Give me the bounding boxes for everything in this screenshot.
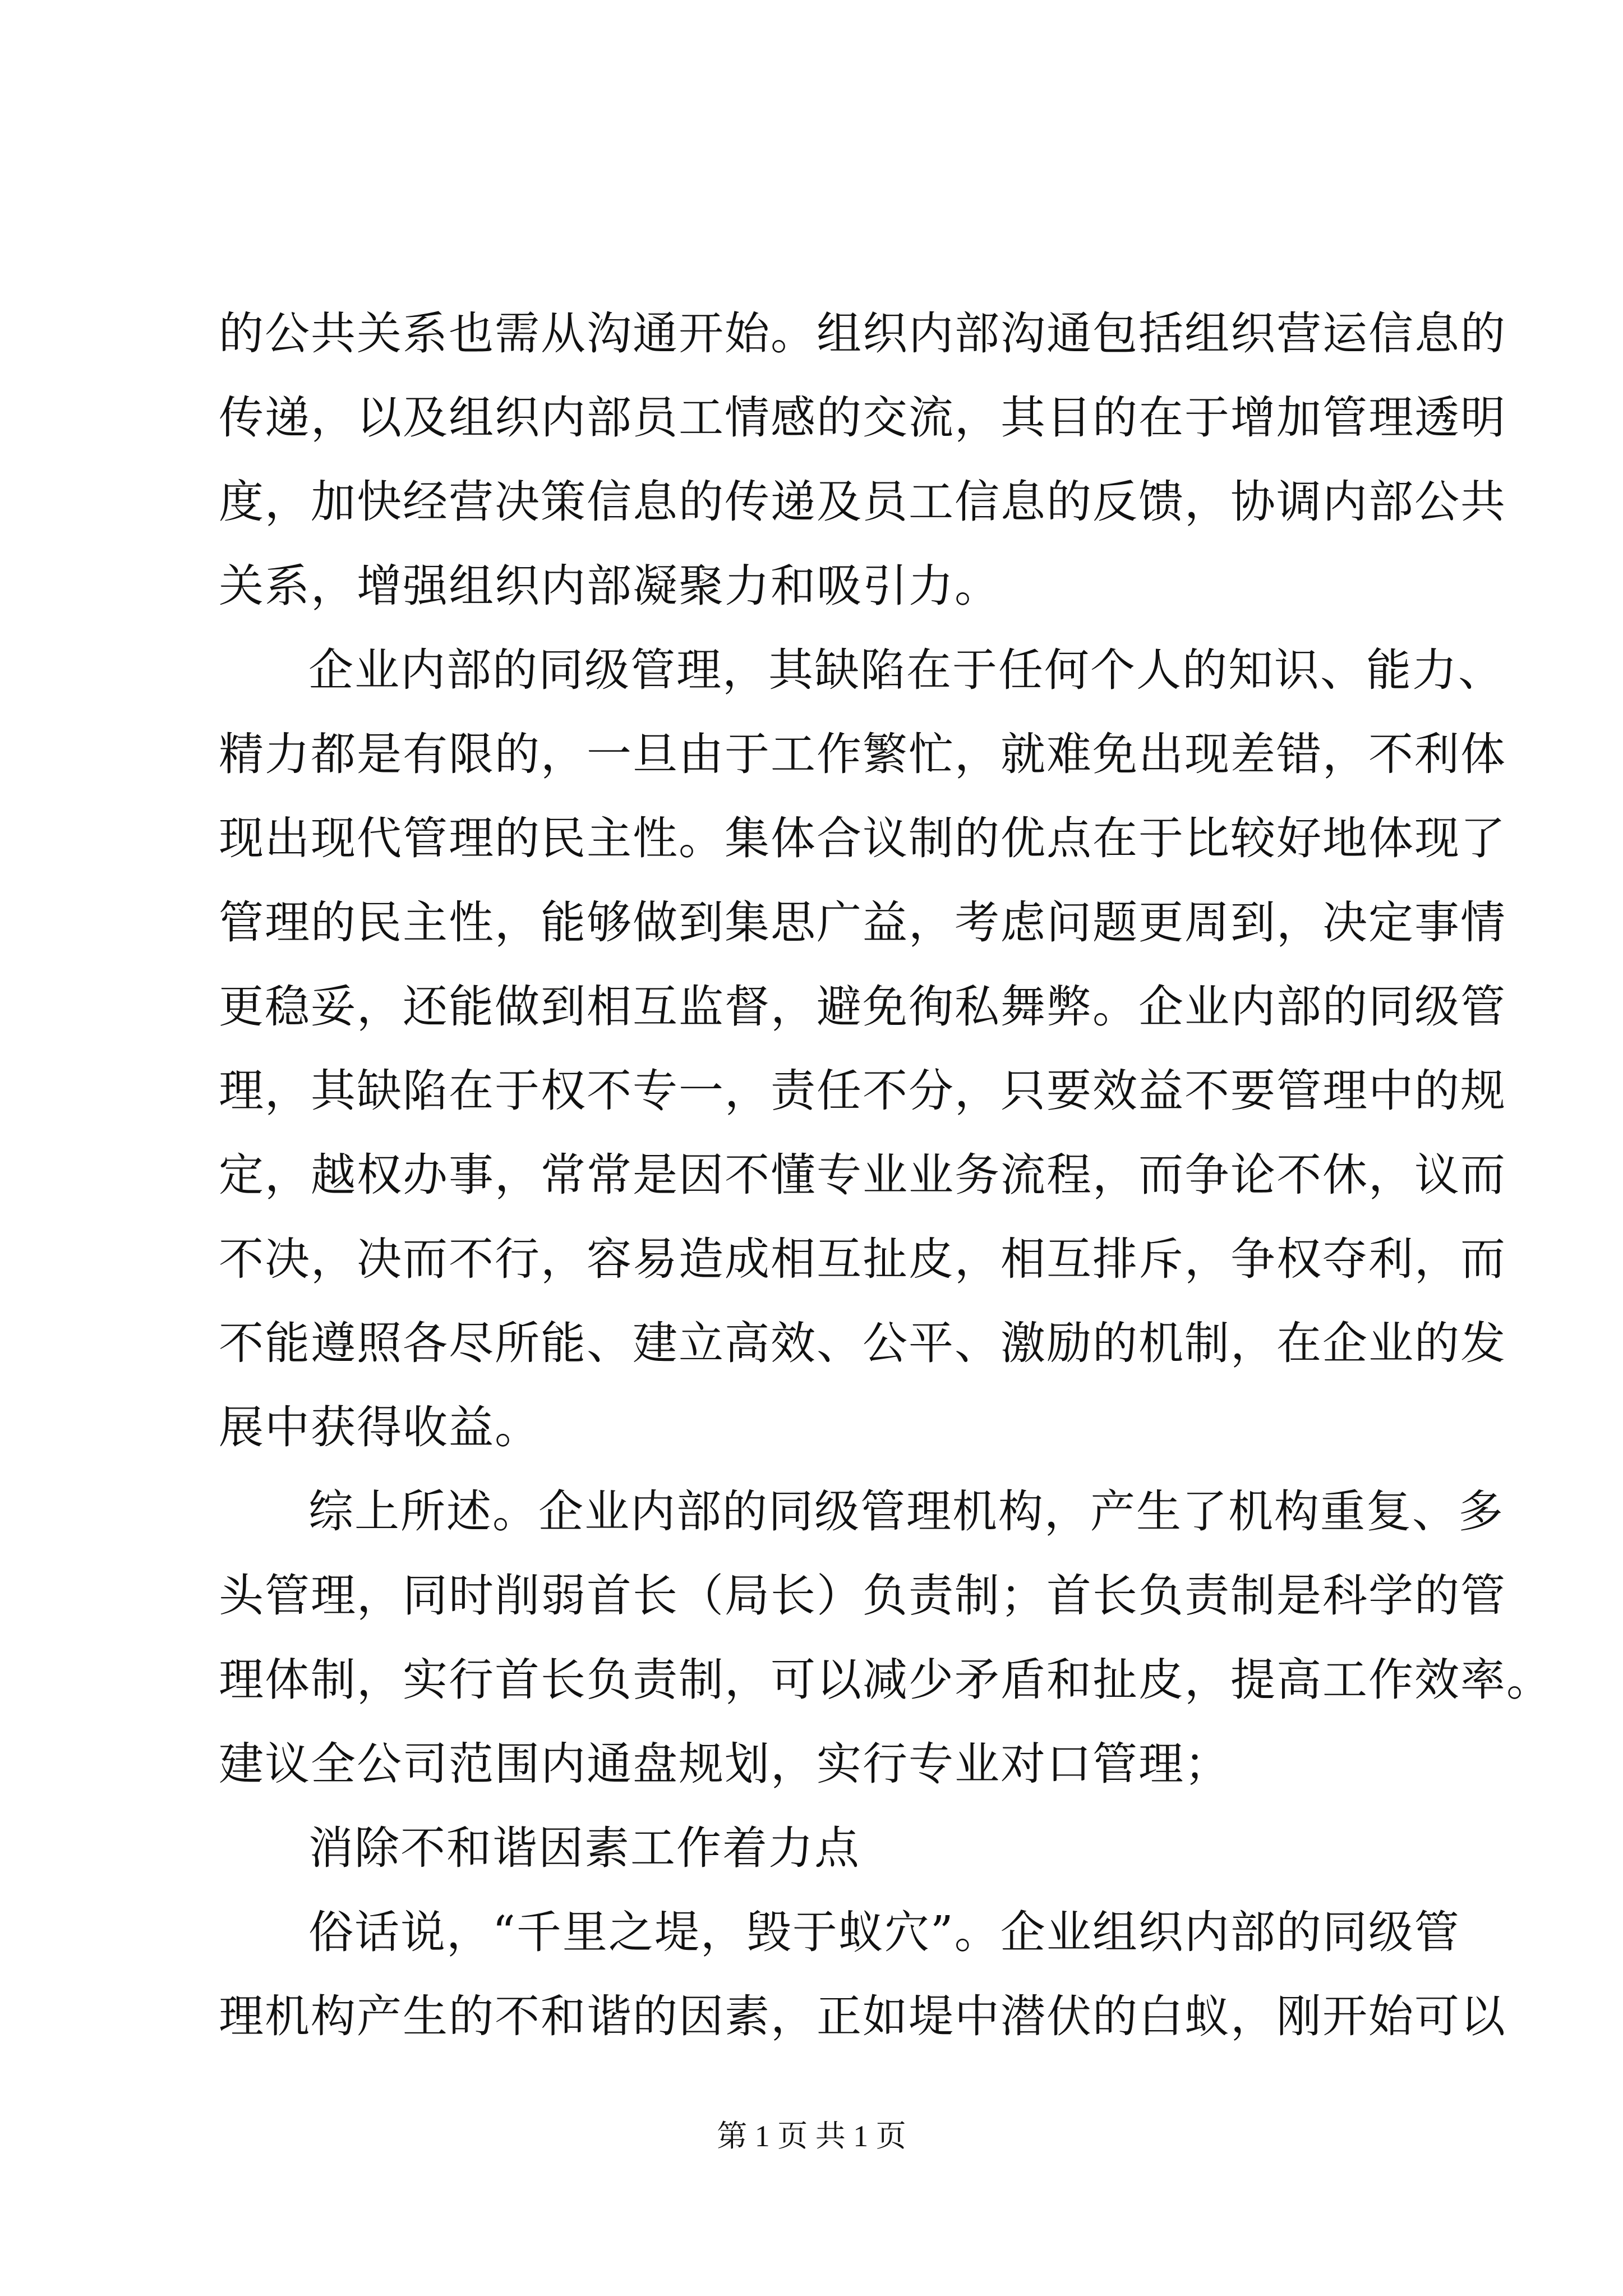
paragraph-first-line: 俗话说，“千里之堤，毁于蚁穴”。企业组织内部的同级管 <box>308 1906 1460 1958</box>
text-line: 理体制，实行首长负责制，可以减少矛盾和扯皮，提高工作效率。 <box>219 1654 1552 1706</box>
page-number-footer: 第 1 页 共 1 页 <box>717 2119 906 2153</box>
text-line: 关系，增强组织内部凝聚力和吸引力。 <box>219 560 1000 612</box>
paragraph-first-line: 综上所述。企业内部的同级管理机构，产生了机构重复、多 <box>308 1485 1504 1538</box>
text-line: 建议全公司范围内通盘规划，实行专业对口管理； <box>219 1738 1230 1790</box>
text-line: 精力都是有限的，一旦由于工作繁忙，就难免出现差错，不利体 <box>219 728 1506 780</box>
section-heading: 消除不和谐因素工作着力点 <box>308 1822 860 1874</box>
document-body <box>219 292 1552 2059</box>
text-line: 不决，决而不行，容易造成相互扯皮，相互排斥，争权夺利，而 <box>219 1233 1506 1285</box>
text-line: 管理的民主性，能够做到集思广益，考虑问题更周到，决定事情 <box>219 896 1506 949</box>
text-line: 头管理，同时削弱首长（局长）负责制；首长负责制是科学的管 <box>219 1570 1506 1622</box>
text-line: 现出现代管理的民主性。集体合议制的优点在于比较好地体现了 <box>219 812 1506 864</box>
text-line: 理，其缺陷在于权不专一，责任不分，只要效益不要管理中的规 <box>219 1065 1506 1117</box>
text-line: 度，加快经营决策信息的传递及员工信息的反馈，协调内部公共 <box>219 476 1506 528</box>
text-line: 更稳妥，还能做到相互监督，避免徇私舞弊。企业内部的同级管 <box>219 981 1506 1033</box>
text-line: 定，越权办事，常常是因不懂专业业务流程，而争论不休，议而 <box>219 1149 1506 1201</box>
text-line: 理机构产生的不和谐的因素，正如堤中潜伏的白蚁，刚开始可以 <box>219 1990 1506 2042</box>
text-line: 的公共关系也需从沟通开始。组织内部沟通包括组织营运信息的 <box>219 307 1506 360</box>
text-line: 展中获得收益。 <box>219 1401 541 1453</box>
paragraph-first-line: 企业内部的同级管理，其缺陷在于任何个人的知识、能力、 <box>308 644 1504 696</box>
text-line: 不能遵照各尽所能、建立高效、公平、激励的机制，在企业的发 <box>219 1317 1506 1369</box>
text-line: 传递，以及组织内部员工情感的交流，其目的在于增加管理透明 <box>219 392 1506 444</box>
